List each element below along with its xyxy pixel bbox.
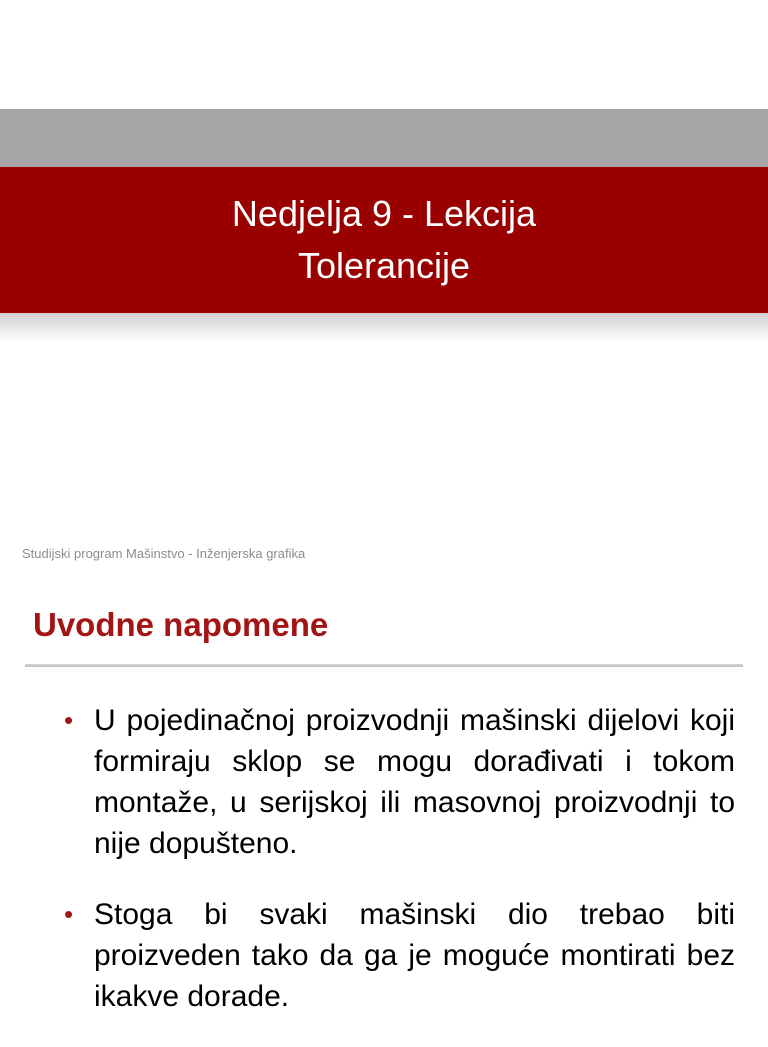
bullet-marker-icon: • xyxy=(64,705,74,735)
slide-title-line-1: Nedjelja 9 - Lekcija xyxy=(231,193,537,234)
title-banner xyxy=(0,167,768,313)
section-heading: Uvodne napomene xyxy=(33,606,329,643)
bullet-text: Stoga bi svaki mašinski dio trebao biti proizveden tako da ga je moguće montirati bez ikakve dorade. xyxy=(94,898,735,1013)
title-banner-shadow xyxy=(0,313,768,343)
bullet-item xyxy=(64,700,735,864)
slide-title-line-2: Tolerancije xyxy=(297,245,471,286)
heading-divider xyxy=(25,664,743,667)
bullet-text: U pojedinačnoj proizvodnji mašinski dijelovi koji formiraju sklop se mogu dorađivati i tokom montaže, u serijskoj ili masovnoj proizvodnji to nije dopušteno. xyxy=(94,704,735,860)
bullet-marker-icon: • xyxy=(64,899,74,929)
bullet-list xyxy=(64,700,735,1047)
bullet-item xyxy=(64,894,735,1017)
slide-footer: Studijski program Mašinstvo - Inženjerska grafika xyxy=(22,546,306,561)
title-top-band xyxy=(0,109,768,167)
